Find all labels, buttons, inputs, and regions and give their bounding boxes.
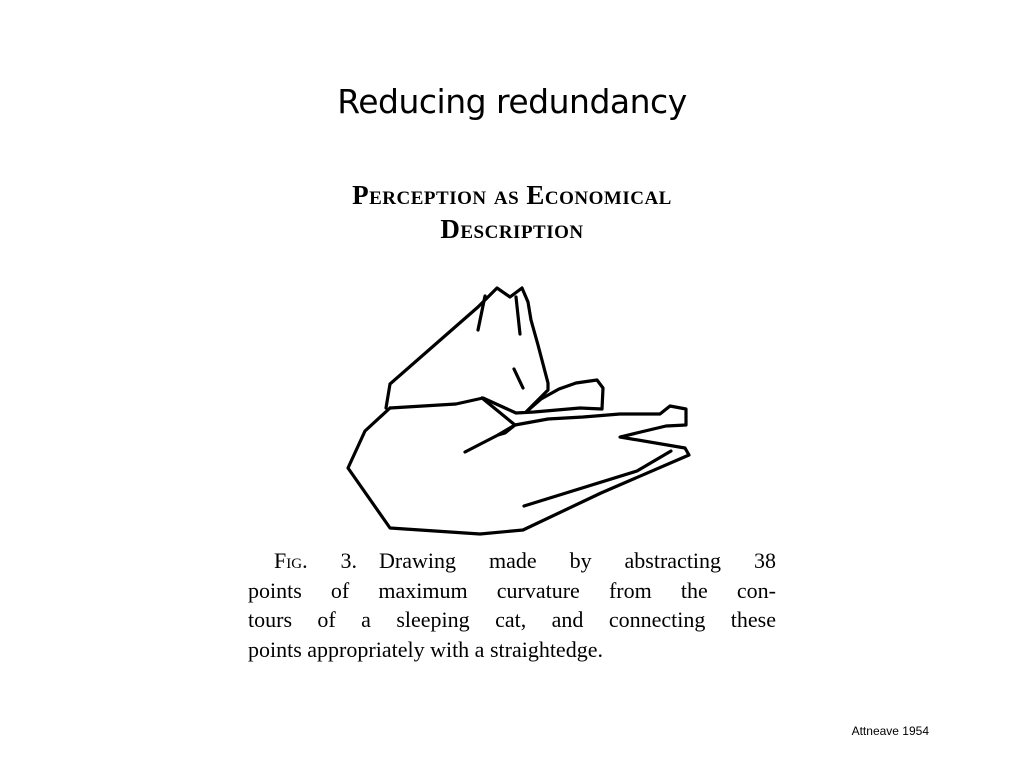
cat-eye: [514, 369, 523, 388]
cat-back-outline: [386, 288, 548, 410]
cat-tail-line: [524, 451, 671, 506]
figure-heading-line1: Perception as Economical: [352, 180, 672, 210]
caption-line: [248, 546, 776, 576]
figure-label: Fig. 3.: [274, 548, 358, 573]
figure-heading-line2: Description: [440, 214, 584, 244]
caption-line: tours of a sleeping cat, and connecting these: [248, 607, 776, 632]
figure-caption: [248, 546, 776, 664]
citation: Attneave 1954: [851, 724, 929, 738]
cat-leg-line: [465, 425, 515, 452]
slide-title: Reducing redundancy: [337, 82, 687, 121]
caption-line: points appropriately with a straightedge.: [248, 636, 603, 662]
sleeping-cat-drawing: [330, 270, 710, 540]
cat-ear-inner-left: [478, 296, 485, 330]
cat-ear-inner-right: [516, 297, 520, 334]
caption-line-text: Drawing made by abstracting 38: [379, 548, 776, 573]
caption-line: points of maximum curvature from the con-: [248, 577, 776, 603]
